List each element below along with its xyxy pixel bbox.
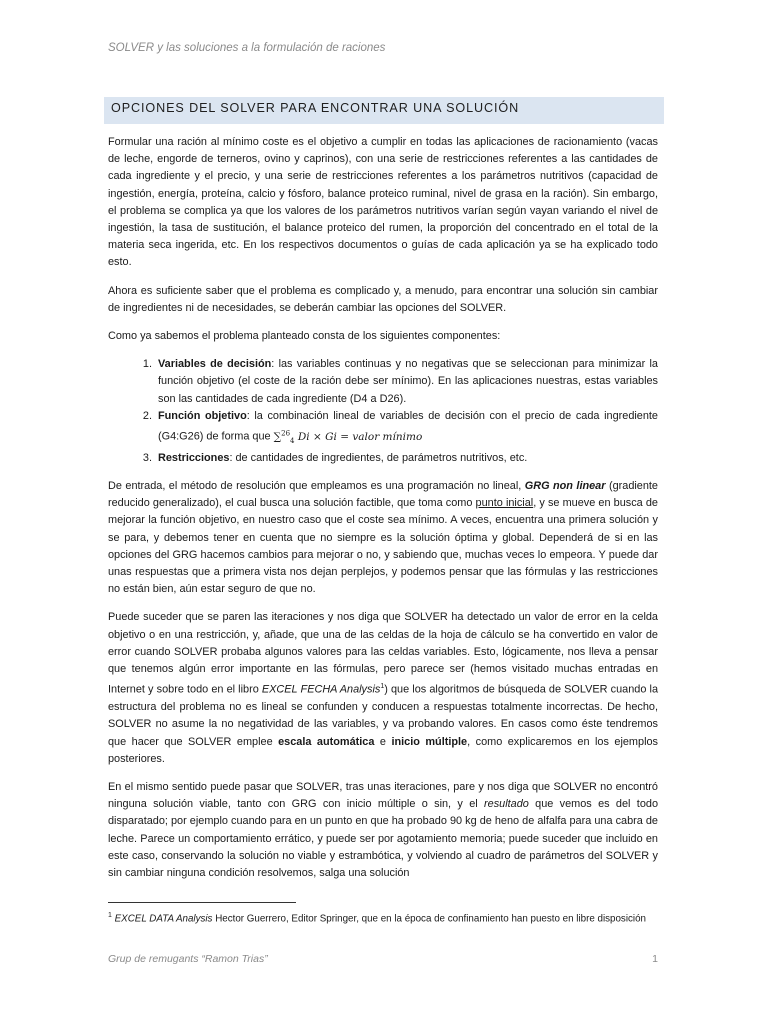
text-run: , y se mueve en busca de mejorar la función objetivo, en nuestro caso que el coste sea mínimo. A veces, encuentra una primera solución y se para, y debemos tener en cuenta que no siempre es la solución óptima y global. Dependerá de si en las opciones del GRG hacemos cambios para mejorar o no, y sabiendo que, muchas veces lo empeora. Y puede dar unas respuestas que a primera vista nos dejan perplejos, y podemos pensar que las fórmulas y las restricciones no están bien, aún estar seguro de que no.	[108, 497, 658, 596]
list-item-text: : la combinación lineal de variables de decisión con el precio de cada ingrediente (G4:G26) de forma que	[158, 409, 658, 443]
text-run: que vemos es del todo disparatado; por ejemplo cuando para en un punto en que ha probado 90 kg de heno de alfalfa para una cabra de leche. Parece un comportamiento errático, y puede ser por agotamiento memoria; puede suceder que incluido en este caso, conservando la solución no viable y estrambótica, y volviendo al cuadro de parámetros del SOLVER y sin cambiar ninguna condición resolvemos, salga una solución	[108, 798, 658, 879]
text-run: (gradiente reducido generalizado), el cual busca una solución factible, que toma como	[108, 480, 658, 510]
section-heading: OPCIONES DEL SOLVER PARA ENCONTRAR UNA SOLUCIÓN	[104, 97, 664, 124]
list-item-term: Función objetivo	[158, 409, 247, 422]
running-header: SOLVER y las soluciones a la formulación de raciones	[108, 42, 386, 54]
sum-upper-limit: 26	[281, 429, 291, 438]
text-run: , como explicaremos en los ejemplos posteriores.	[108, 735, 658, 765]
list-item-term: Variables de decisión	[158, 358, 272, 371]
text-run: e	[374, 735, 392, 748]
footnote-separator	[108, 902, 296, 903]
footnote-number: 1	[108, 912, 112, 919]
list-item-text: : las variables continuas y no negativas que se seleccionan para minimizar la función objetivo (el coste de la ración debe ser mínimo). En las aplicaciones nuestras, estas variables son las cantidades de cada ingrediente (D4 a D26).	[158, 358, 658, 405]
formula-expression: Di × Gi = valor mínimo	[297, 430, 423, 443]
paragraph: Formular una ración al mínimo coste es el objetivo a cumplir en todas las aplicaciones de racionamiento (vacas de leche, engorde de terneros, ovino y caprinos), con una serie de restricciones referentes a las cantidades de cada ingrediente y el precio, y una serie de restricciones referentes a los parámetros nutritivos (capacidad de ingestión, energía, proteína, calcio y fósforo, balance proteico ruminal, nivel de grasa en la ración). Sin embargo, el problema se complica ya que los valores de los parámetros nutritivos varían según vayan variando el nivel de ingestión, la tasa de sustitución, el balance proteico del rumen, la proporción del concentrado en el total de la materia seca ingerida, etc. En los respectivos documentos o guías de cada aplicación ya se ha explicado todo esto.	[108, 136, 658, 269]
method-name: GRG non linear	[524, 480, 606, 493]
text-run: De entrada, el método de resolución que empleamos es una programación no lineal,	[108, 480, 525, 493]
list-item	[155, 450, 658, 467]
bold-term: escala automática	[278, 735, 375, 748]
page-number: 1	[652, 953, 658, 965]
list-item-text: : de cantidades de ingredientes, de parámetros nutritivos, etc.	[229, 451, 528, 464]
footnote	[108, 908, 658, 926]
text-run: Puede suceder que se paren las iteraciones y nos diga que SOLVER ha detectado un valor de error en la celda objetivo o en una restricción, y, añade, que una de las celdas de la hoja de cálculo se ha convertido en valor de error cuando SOLVER probaba algunos valores para las celdas variables. Esto, lógicamente, nos lleva a pensar que tenemos algún error importante en las fórmulas, pero parece ser (hemos visitado muchas entradas en Internet y sobre todo en el libro	[108, 611, 658, 696]
paragraph: Ahora es suficiente saber que el problema es complicado y, a menudo, para encontrar una solución sin cambiar de ingredientes ni de necesidades, se deberán cambiar las opciones del SOLVER.	[108, 284, 658, 314]
paragraph	[108, 609, 658, 767]
components-list	[108, 356, 658, 467]
text-run: En el mismo sentido puede pasar que SOLVER, tras unas iteraciones, pare y nos diga que SOLVER no encontró ninguna solución viable, tanto con GRG con inicio múltiple o sin, y el	[108, 780, 658, 811]
italic-term: resultado	[484, 798, 529, 811]
footnote-reference[interactable]: 1	[380, 683, 385, 691]
objective-formula	[274, 431, 423, 443]
sum-lower-limit: 4	[290, 436, 295, 445]
underlined-term: punto inicial	[475, 497, 534, 510]
list-item	[155, 356, 658, 408]
running-footer: Grup de remugants “Ramon Trias”	[108, 953, 268, 965]
paragraph: Como ya sabemos el problema planteado consta de los siguientes componentes:	[108, 330, 501, 343]
footnote-text: Hector Guerrero, Editor Springer, que en la época de confinamiento han puesto en libre disposición	[212, 913, 646, 925]
document-body	[108, 134, 658, 893]
paragraph	[108, 779, 658, 882]
sum-symbol: ∑	[273, 430, 282, 443]
list-item	[155, 408, 658, 450]
footnote-book-title: EXCEL DATA Analysis	[114, 913, 213, 925]
book-title: EXCEL FECHA Analysis	[261, 683, 381, 696]
bold-term: inicio múltiple	[391, 735, 468, 748]
paragraph	[108, 478, 658, 598]
text-run: ) que los algoritmos de búsqueda de SOLVER cuando la estructura del problema no es lineal se confunden y conducen a respuestas totalmente incorrectas. De hecho, SOLVER no asume la no negatividad de las variables, y va probando valores. En casos como éste tendremos que hacer que SOLVER emplee	[108, 683, 658, 748]
list-item-term: Restricciones	[158, 451, 230, 464]
